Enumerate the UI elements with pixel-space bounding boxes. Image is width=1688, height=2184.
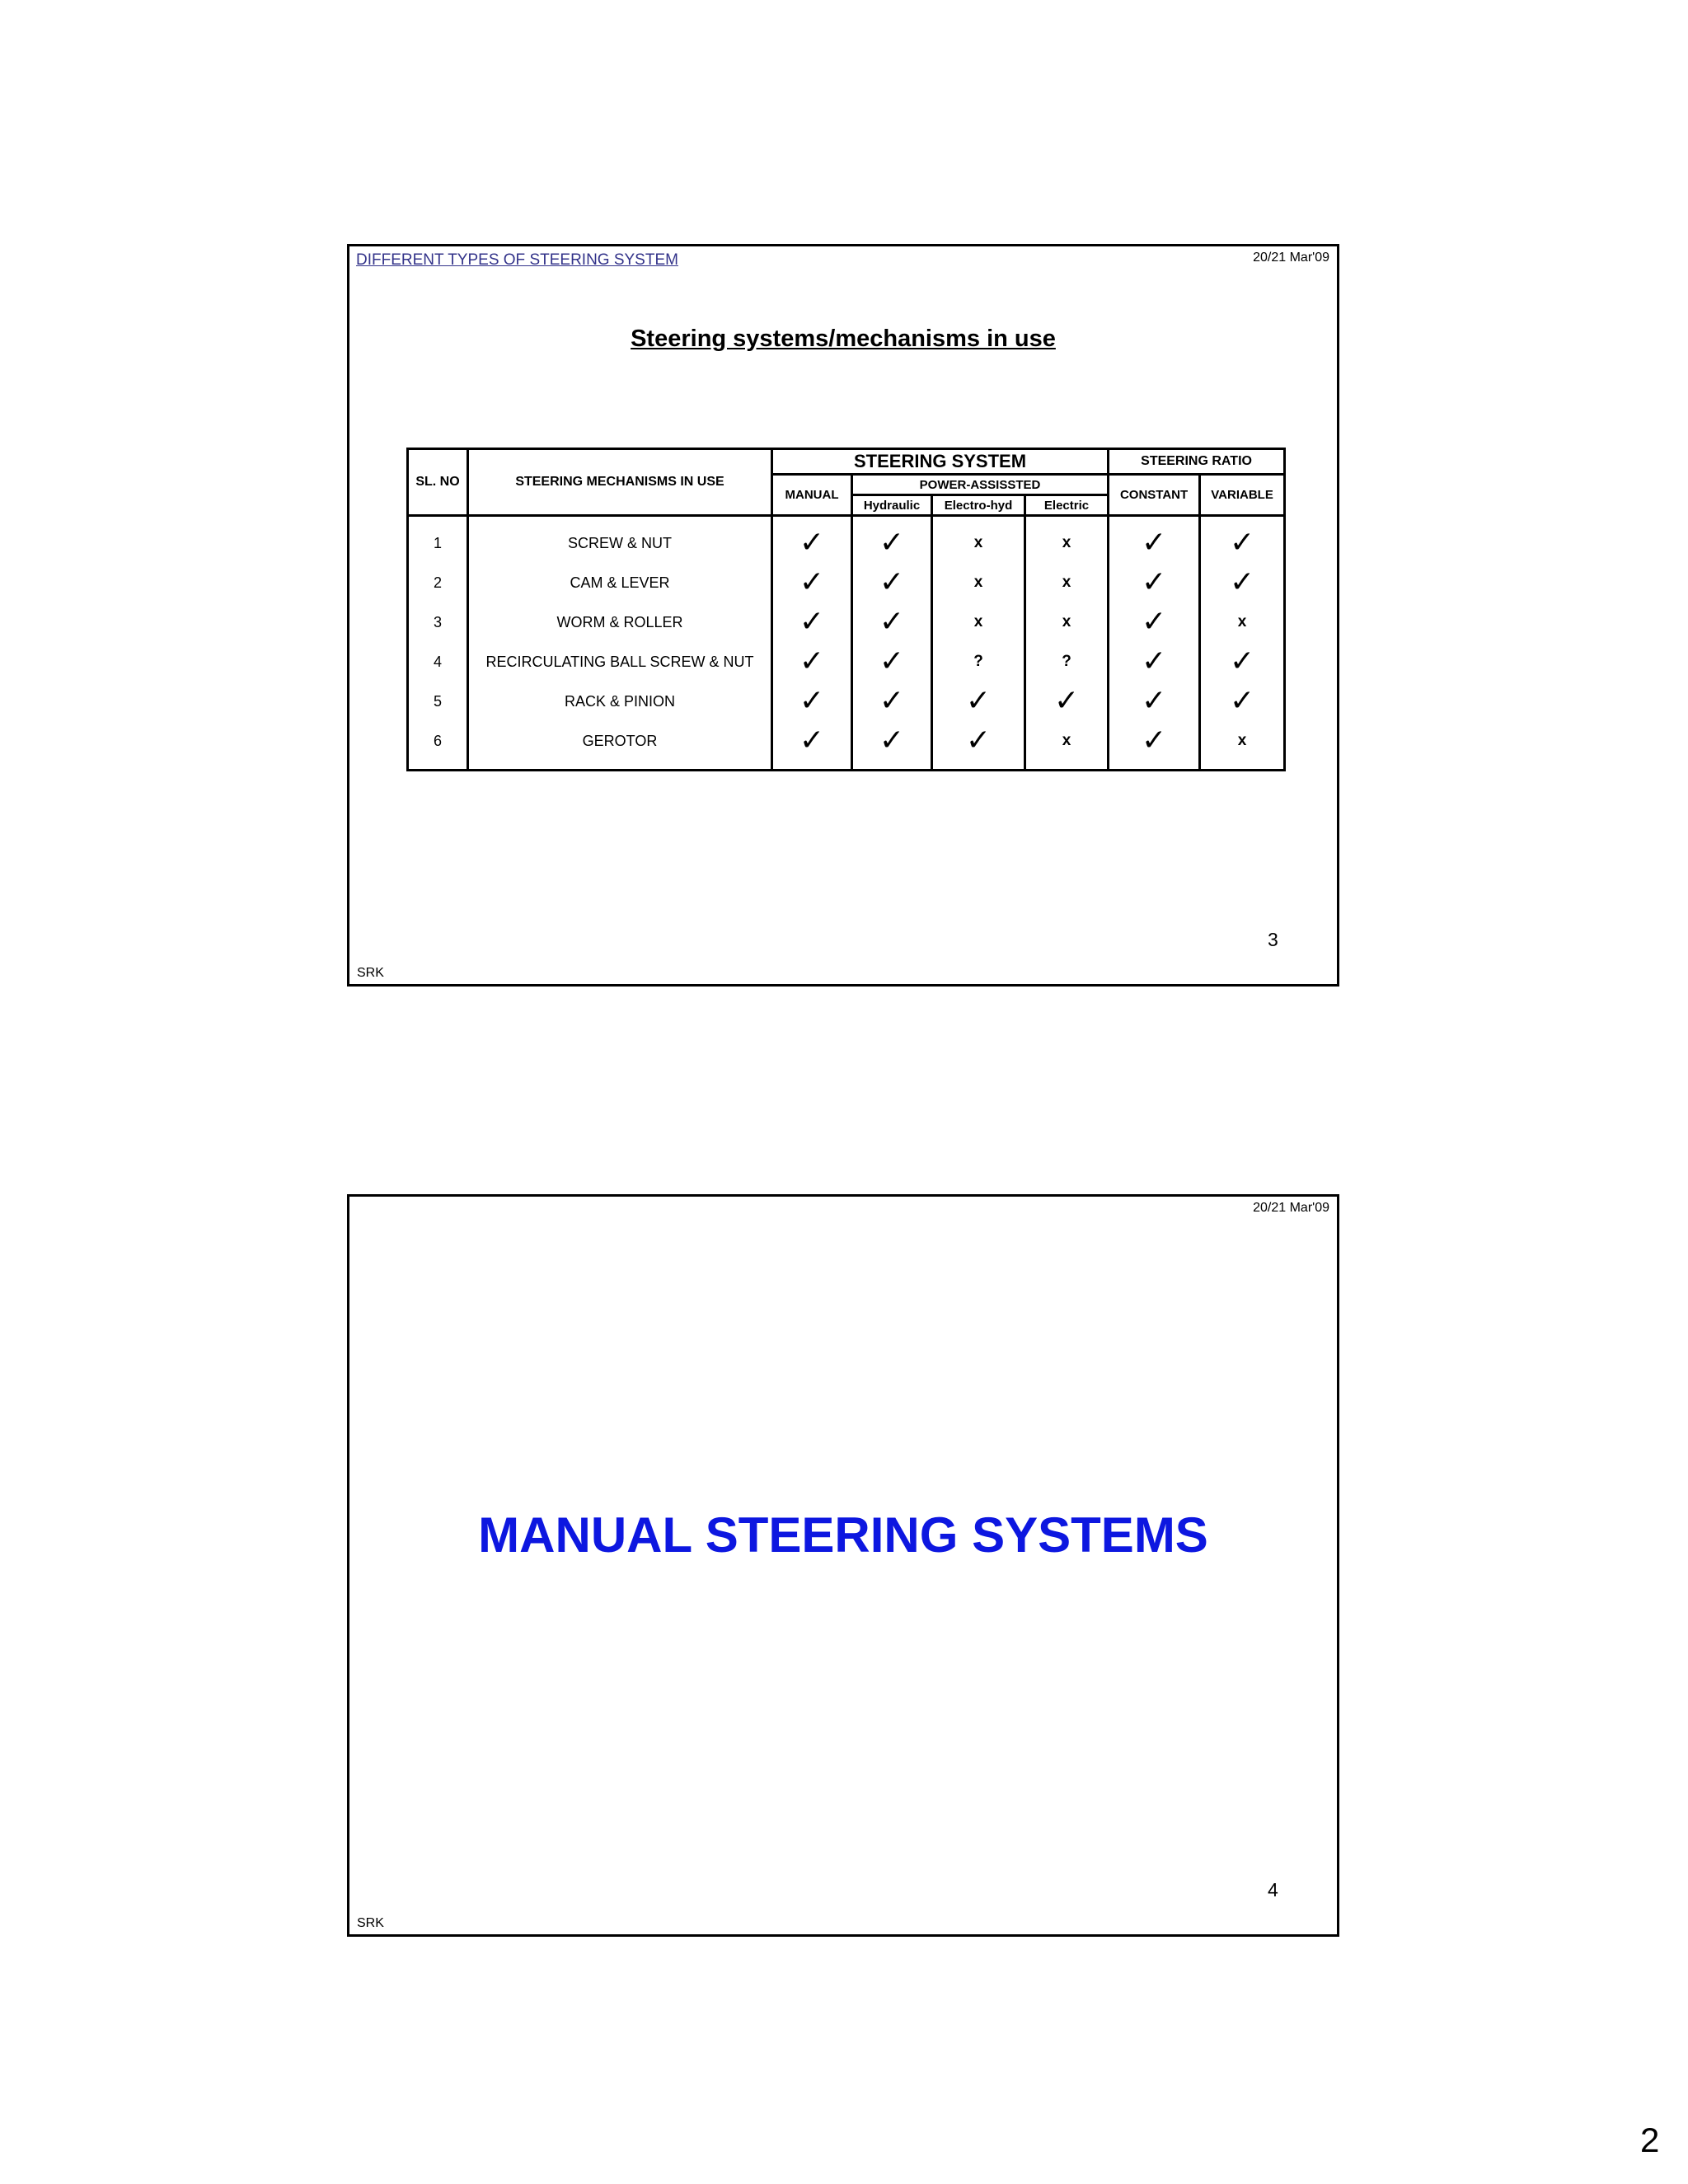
check-icon: ✓	[1141, 684, 1167, 718]
check-icon: ✓	[1229, 526, 1255, 560]
header-electro-hyd: Electro-hyd	[932, 495, 1025, 516]
cross-mark: x	[1062, 732, 1071, 749]
cell-mechanism: WORM & ROLLER	[468, 602, 772, 642]
cross-mark: x	[1237, 613, 1247, 630]
unknown-mark: ?	[1062, 653, 1071, 670]
header-steering-ratio: STEERING RATIO	[1109, 449, 1285, 475]
cell-mark	[932, 642, 1025, 682]
check-icon: ✓	[799, 644, 825, 678]
cell-mark	[932, 563, 1025, 602]
check-icon: ✓	[1141, 605, 1167, 639]
check-icon: ✓	[1053, 684, 1080, 718]
cell-mark	[1109, 642, 1200, 682]
check-icon: ✓	[879, 526, 905, 560]
check-icon: ✓	[1229, 644, 1255, 678]
check-icon: ✓	[799, 605, 825, 639]
header-electric: Electric	[1025, 495, 1109, 516]
cell-mark	[1025, 682, 1109, 721]
cell-mechanism: SCREW & NUT	[468, 516, 772, 564]
table-body	[408, 516, 1285, 771]
cell-mark	[1109, 682, 1200, 721]
slide-footer: SRK	[357, 966, 384, 980]
check-icon: ✓	[1229, 565, 1255, 599]
cell-mark	[1200, 682, 1285, 721]
cell-mark	[932, 682, 1025, 721]
check-icon: ✓	[879, 605, 905, 639]
cell-mechanism: RECIRCULATING BALL SCREW & NUT	[468, 642, 772, 682]
header-mechanism: STEERING MECHANISMS IN USE	[468, 449, 772, 516]
table-row	[408, 721, 1285, 771]
cross-mark: x	[973, 613, 983, 630]
cell-sl-no: 1	[408, 516, 468, 564]
cell-mark	[1200, 516, 1285, 564]
cell-mark	[1200, 602, 1285, 642]
check-icon: ✓	[1229, 684, 1255, 718]
header-manual: MANUAL	[772, 475, 852, 516]
cell-mark	[1109, 516, 1200, 564]
cross-mark: x	[1062, 574, 1071, 591]
cell-mark	[772, 516, 852, 564]
cell-mark	[772, 642, 852, 682]
check-icon: ✓	[965, 684, 992, 718]
cell-sl-no: 6	[408, 721, 468, 771]
check-icon: ✓	[1141, 644, 1167, 678]
check-icon: ✓	[879, 565, 905, 599]
slide-3	[347, 244, 1339, 987]
cell-mark	[1025, 563, 1109, 602]
cell-mark	[852, 642, 932, 682]
table-row	[408, 682, 1285, 721]
section-title: MANUAL STEERING SYSTEMS	[478, 1507, 1208, 1563]
cross-mark: x	[973, 574, 983, 591]
cell-mark	[852, 682, 932, 721]
cell-mark	[772, 721, 852, 771]
slide-number: 3	[1268, 929, 1278, 950]
table-row	[408, 563, 1285, 602]
header-variable: VARIABLE	[1200, 475, 1285, 516]
slide-number: 4	[1268, 1879, 1278, 1900]
slide-header-link[interactable]: DIFFERENT TYPES OF STEERING SYSTEM	[356, 251, 678, 269]
cell-mechanism: RACK & PINION	[468, 682, 772, 721]
check-icon: ✓	[879, 684, 905, 718]
cell-mark	[932, 721, 1025, 771]
slide-date: 20/21 Mar'09	[1253, 251, 1329, 265]
cell-mark	[772, 682, 852, 721]
cell-sl-no: 4	[408, 642, 468, 682]
cell-mark	[1109, 721, 1200, 771]
slide-date: 20/21 Mar'09	[1253, 1201, 1329, 1215]
steering-mechanisms-table	[406, 448, 1286, 771]
header-hydraulic: Hydraulic	[852, 495, 932, 516]
cell-sl-no: 2	[408, 563, 468, 602]
table-row	[408, 516, 1285, 564]
check-icon: ✓	[1141, 526, 1167, 560]
check-icon: ✓	[799, 526, 825, 560]
cell-mechanism: CAM & LEVER	[468, 563, 772, 602]
cell-mark	[852, 721, 932, 771]
cell-mark	[1109, 563, 1200, 602]
table-row	[408, 602, 1285, 642]
slide-4	[347, 1194, 1339, 1937]
check-icon: ✓	[879, 644, 905, 678]
cell-sl-no: 3	[408, 602, 468, 642]
check-icon: ✓	[799, 684, 825, 718]
check-icon: ✓	[879, 724, 905, 757]
cell-mark	[852, 563, 932, 602]
slide-title: Steering systems/mechanisms in use	[631, 326, 1056, 352]
cross-mark: x	[1062, 534, 1071, 551]
cell-mark	[932, 602, 1025, 642]
cell-mark	[1200, 642, 1285, 682]
page-number: 2	[1640, 2121, 1660, 2159]
header-sl-no: SL. NO	[408, 449, 468, 516]
cell-mark	[852, 602, 932, 642]
cross-mark: x	[1062, 613, 1071, 630]
cell-mark	[772, 602, 852, 642]
header-constant: CONSTANT	[1109, 475, 1200, 516]
cell-mark	[772, 563, 852, 602]
cell-mark	[1200, 721, 1285, 771]
cell-mark	[1025, 602, 1109, 642]
slide-footer: SRK	[357, 1916, 384, 1930]
header-steering-system: STEERING SYSTEM	[772, 449, 1109, 475]
cell-mark	[1200, 563, 1285, 602]
table-row	[408, 642, 1285, 682]
cross-mark: x	[1237, 732, 1247, 749]
check-icon: ✓	[799, 565, 825, 599]
cell-mark	[1025, 642, 1109, 682]
cell-mark	[1025, 721, 1109, 771]
header-power-assisted: POWER-ASSISSTED	[852, 475, 1109, 495]
cell-mark	[1109, 602, 1200, 642]
unknown-mark: ?	[973, 653, 983, 670]
cell-mechanism: GEROTOR	[468, 721, 772, 771]
check-icon: ✓	[1141, 724, 1167, 757]
check-icon: ✓	[799, 724, 825, 757]
cross-mark: x	[973, 534, 983, 551]
cell-mark	[852, 516, 932, 564]
cell-sl-no: 5	[408, 682, 468, 721]
cell-mark	[932, 516, 1025, 564]
check-icon: ✓	[965, 724, 992, 757]
cell-mark	[1025, 516, 1109, 564]
check-icon: ✓	[1141, 565, 1167, 599]
